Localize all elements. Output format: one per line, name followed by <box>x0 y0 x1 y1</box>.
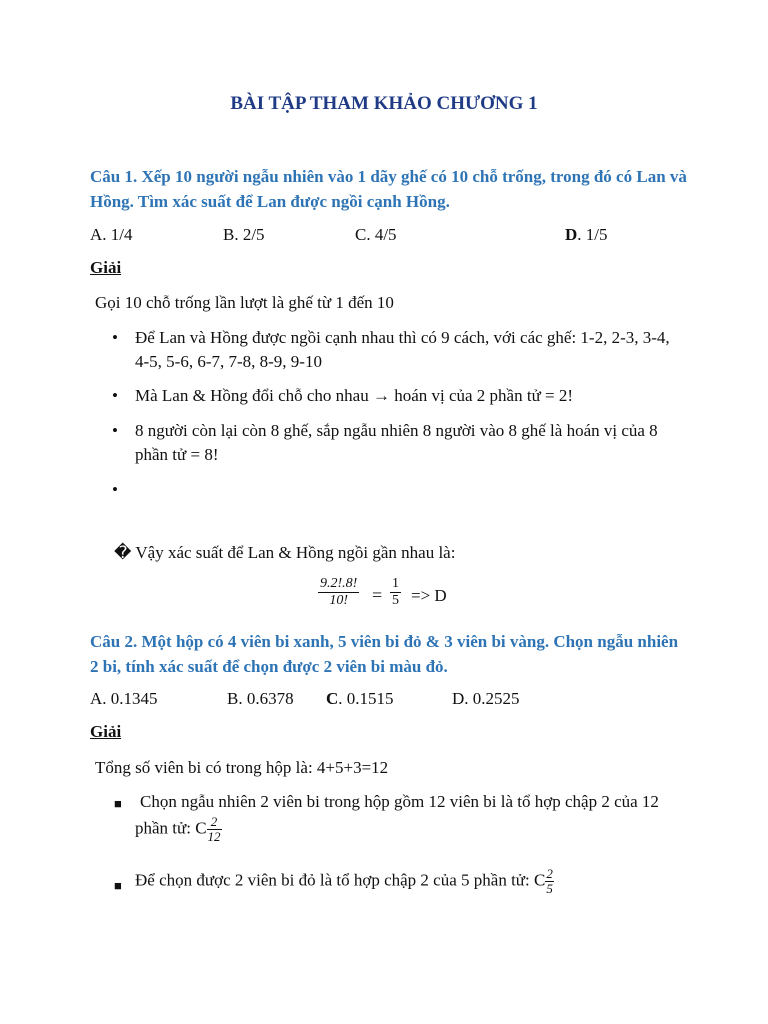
q2-combination-12-2-bottom: 12 <box>207 829 221 844</box>
q2-bullet-1-line-2 <box>135 815 222 844</box>
q2-bullet-2 <box>135 867 554 896</box>
q2-combination-12-2 <box>207 815 222 844</box>
q1-conclusion: � Vậy xác suất để Lan & Hồng ngồi gần nhau là: <box>114 543 456 562</box>
question-1: Câu 1. Xếp 10 người ngẫu nhiên vào 1 dãy ghế có 10 chỗ trống, trong đó có Lan và Hồng. Tìm xác suất để Lan được ngồi cạnh Hồng. <box>90 167 687 211</box>
q1-option-b: B. 2/5 <box>223 225 265 244</box>
q2-option-b: B. 0.6378 <box>227 689 294 708</box>
q2-combination-12-2-top: 2 <box>207 815 222 830</box>
q2-option-c-value: . 0.1515 <box>338 689 394 708</box>
q1-bullet-2: Mà Lan & Hồng đổi chỗ cho nhau → hoán vị của 2 phần tử = 2! <box>135 386 574 405</box>
q1-option-d <box>565 223 608 247</box>
q2-option-c <box>326 687 394 711</box>
q1-option-d-value: . 1/5 <box>577 225 608 244</box>
q1-bullet-1: Để Lan và Hồng được ngồi cạnh nhau thì có 9 cách, với các ghế: 1-2, 2-3, 3-4, 4-5, 5-6, 6-7, 7-8, 8-9, 9-10 <box>135 328 670 371</box>
square-bullet-icon: ■ <box>114 878 122 893</box>
q1-solution-intro: Gọi 10 chỗ trống lần lượt là ghế từ 1 đến 10 <box>95 293 394 312</box>
bullet-icon: • <box>112 480 118 499</box>
q1-solution-heading: Giải <box>90 258 122 277</box>
q2-solution-heading: Giải <box>90 722 122 741</box>
bullet-icon: • <box>112 421 118 440</box>
q2-option-d: D. 0.2525 <box>452 689 520 708</box>
q2-bullet-2-text: Để chọn được 2 viên bi đỏ là tổ hợp chập 2 của 5 phần tử: C <box>135 870 546 890</box>
q1-formula-numerator-1: 9.2!.8! <box>320 576 358 591</box>
q1-formula-numerator-2: 1 <box>392 576 399 591</box>
q2-combination-5-2 <box>545 867 554 896</box>
q2-option-a: A. 0.1345 <box>90 689 158 708</box>
q1-option-d-letter: D <box>565 225 578 244</box>
q1-formula-denominator-2: 5 <box>392 593 399 608</box>
q2-bullet-1-line-1: Chọn ngẫu nhiên 2 viên bi trong hộp gồm 12 viên bi là tổ hợp chập 2 của 12 <box>140 792 659 811</box>
bullet-icon: • <box>112 386 118 405</box>
q1-formula-fraction-2 <box>390 576 401 609</box>
q1-formula-denominator-1: 10! <box>329 593 348 608</box>
q2-solution-intro: Tổng số viên bi có trong hộp là: 4+5+3=12 <box>95 758 389 777</box>
q1-formula-result: => D <box>411 586 447 605</box>
q1-formula-equals: = <box>372 585 383 605</box>
q1-formula-fraction-1 <box>318 576 359 609</box>
q2-combination-5-2-bottom: 5 <box>546 881 553 896</box>
q2-combination-5-2-top: 2 <box>546 866 553 881</box>
document-title: BÀI TẬP THAM KHẢO CHƯƠNG 1 <box>230 93 538 114</box>
q1-option-c: C. 4/5 <box>355 225 397 244</box>
question-2: Câu 2. Một hộp có 4 viên bi xanh, 5 viên bi đỏ & 3 viên bi vàng. Chọn ngẫu nhiên 2 bi, tính xác suất để chọn được 2 viên bi màu đỏ. <box>90 632 679 676</box>
bullet-icon: • <box>112 328 118 347</box>
q1-bullet-3: 8 người còn lại còn 8 ghế, sắp ngẫu nhiên 8 người vào 8 ghế là hoán vị của 8 phần tử = 8! <box>135 421 658 464</box>
q1-option-a: A. 1/4 <box>90 225 133 244</box>
q2-bullet-1-text: phần tử: C <box>135 818 207 838</box>
square-bullet-icon: ■ <box>114 796 122 811</box>
q2-option-c-letter: C <box>326 689 339 708</box>
